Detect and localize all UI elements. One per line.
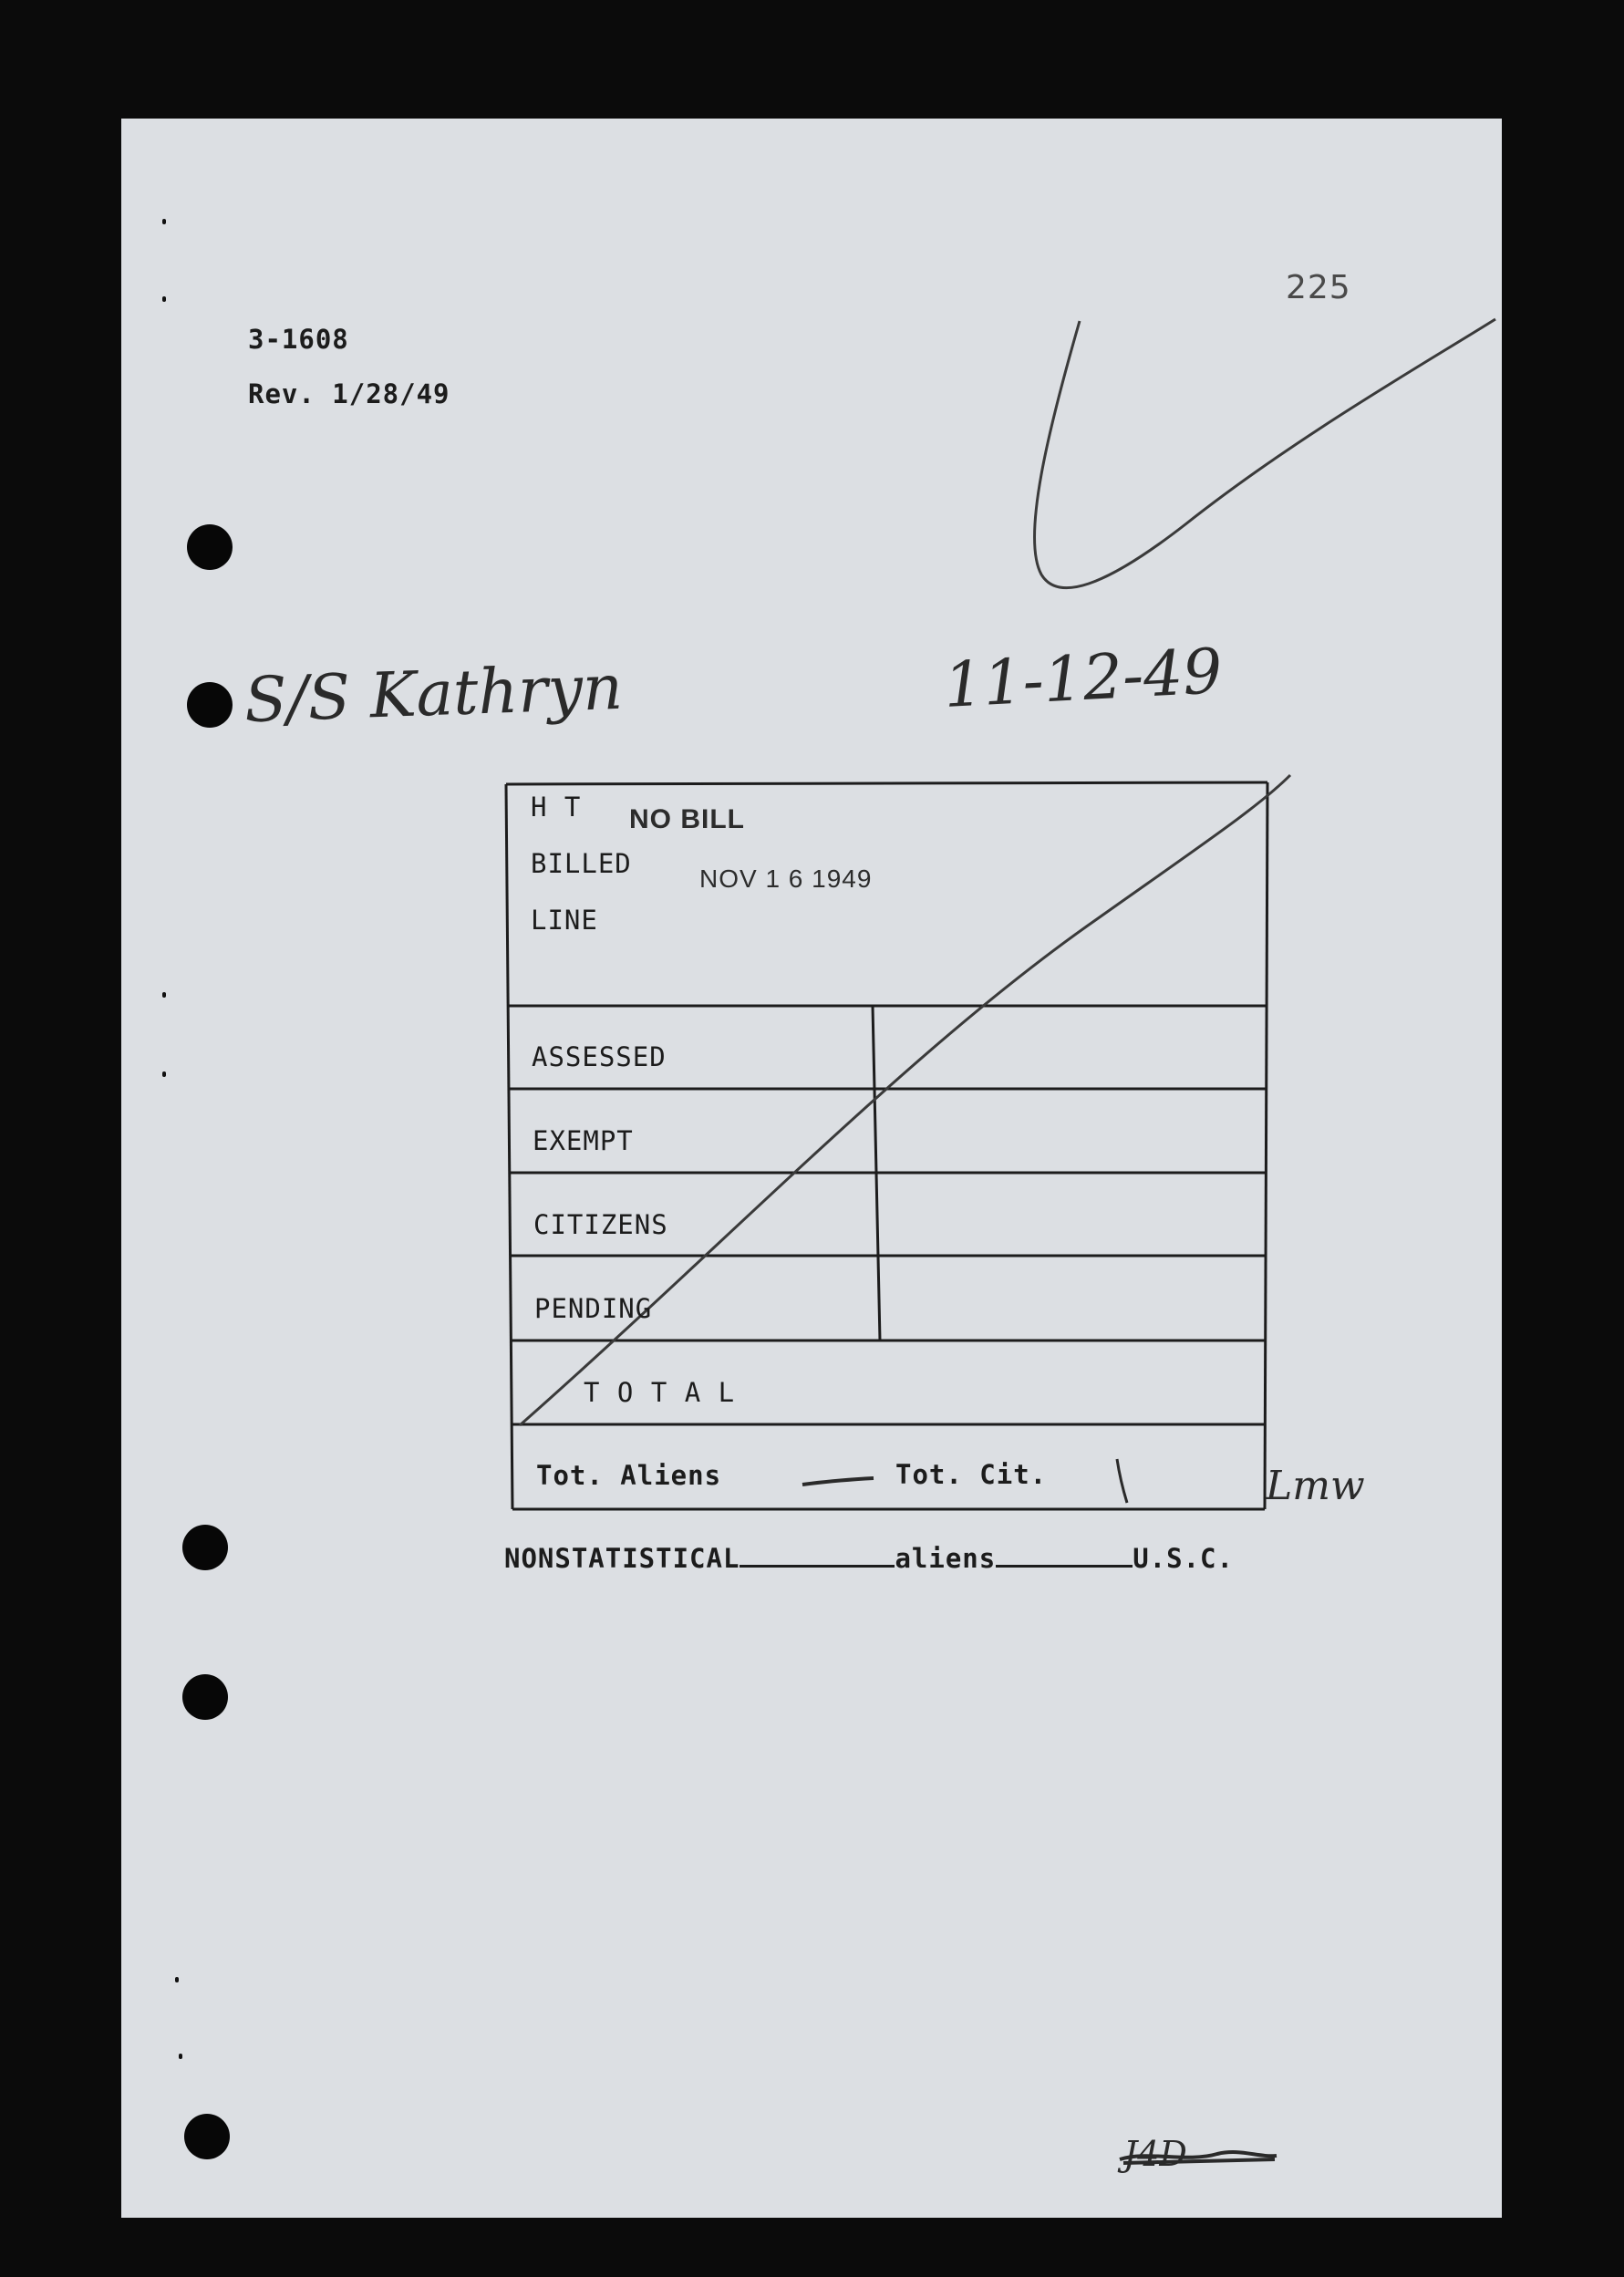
tot-cit-label: Tot. Cit. bbox=[895, 1459, 1048, 1490]
form-number: 3-1608 bbox=[248, 324, 349, 355]
nonstatistical-label: NONSTATISTICAL bbox=[504, 1543, 740, 1574]
table-header-line: LINE bbox=[531, 905, 598, 936]
bottom-scribble-text: J4D bbox=[1123, 2134, 1187, 2174]
form-revision: Rev. 1/28/49 bbox=[248, 378, 450, 409]
aliens-label: aliens bbox=[895, 1543, 997, 1574]
table-header-billed: BILLED bbox=[531, 848, 632, 879]
date-handwritten: 11-12-49 bbox=[942, 636, 1225, 722]
initials-handwritten: Lmw bbox=[1266, 1463, 1365, 1509]
billed-date-stamp: NOV 1 6 1949 bbox=[699, 864, 873, 893]
cancel-line bbox=[520, 775, 1290, 1425]
total-label: T O T A L bbox=[584, 1377, 736, 1408]
row-label-pending: PENDING bbox=[534, 1293, 653, 1324]
tot-aliens-label: Tot. Aliens bbox=[536, 1460, 722, 1491]
vessel-name-handwritten: S/S Kathryn bbox=[243, 651, 625, 738]
check-mark bbox=[1034, 319, 1495, 588]
nonstatistical-line bbox=[504, 1543, 1234, 1574]
row-label-exempt: EXEMPT bbox=[533, 1125, 634, 1156]
row-label-citizens: CITIZENS bbox=[533, 1209, 668, 1240]
aliens-blank bbox=[996, 1543, 1133, 1568]
tot-cit-value bbox=[1108, 1450, 1134, 1499]
no-bill-stamp: NO BILL bbox=[629, 804, 745, 834]
tot-aliens-value bbox=[802, 1455, 835, 1493]
nonstatistical-blank bbox=[740, 1543, 895, 1568]
table-header-ht: H T bbox=[531, 792, 582, 823]
usc-label: U.S.C. bbox=[1133, 1543, 1234, 1574]
page-number: 225 bbox=[1286, 269, 1351, 306]
row-label-assessed: ASSESSED bbox=[532, 1041, 667, 1072]
